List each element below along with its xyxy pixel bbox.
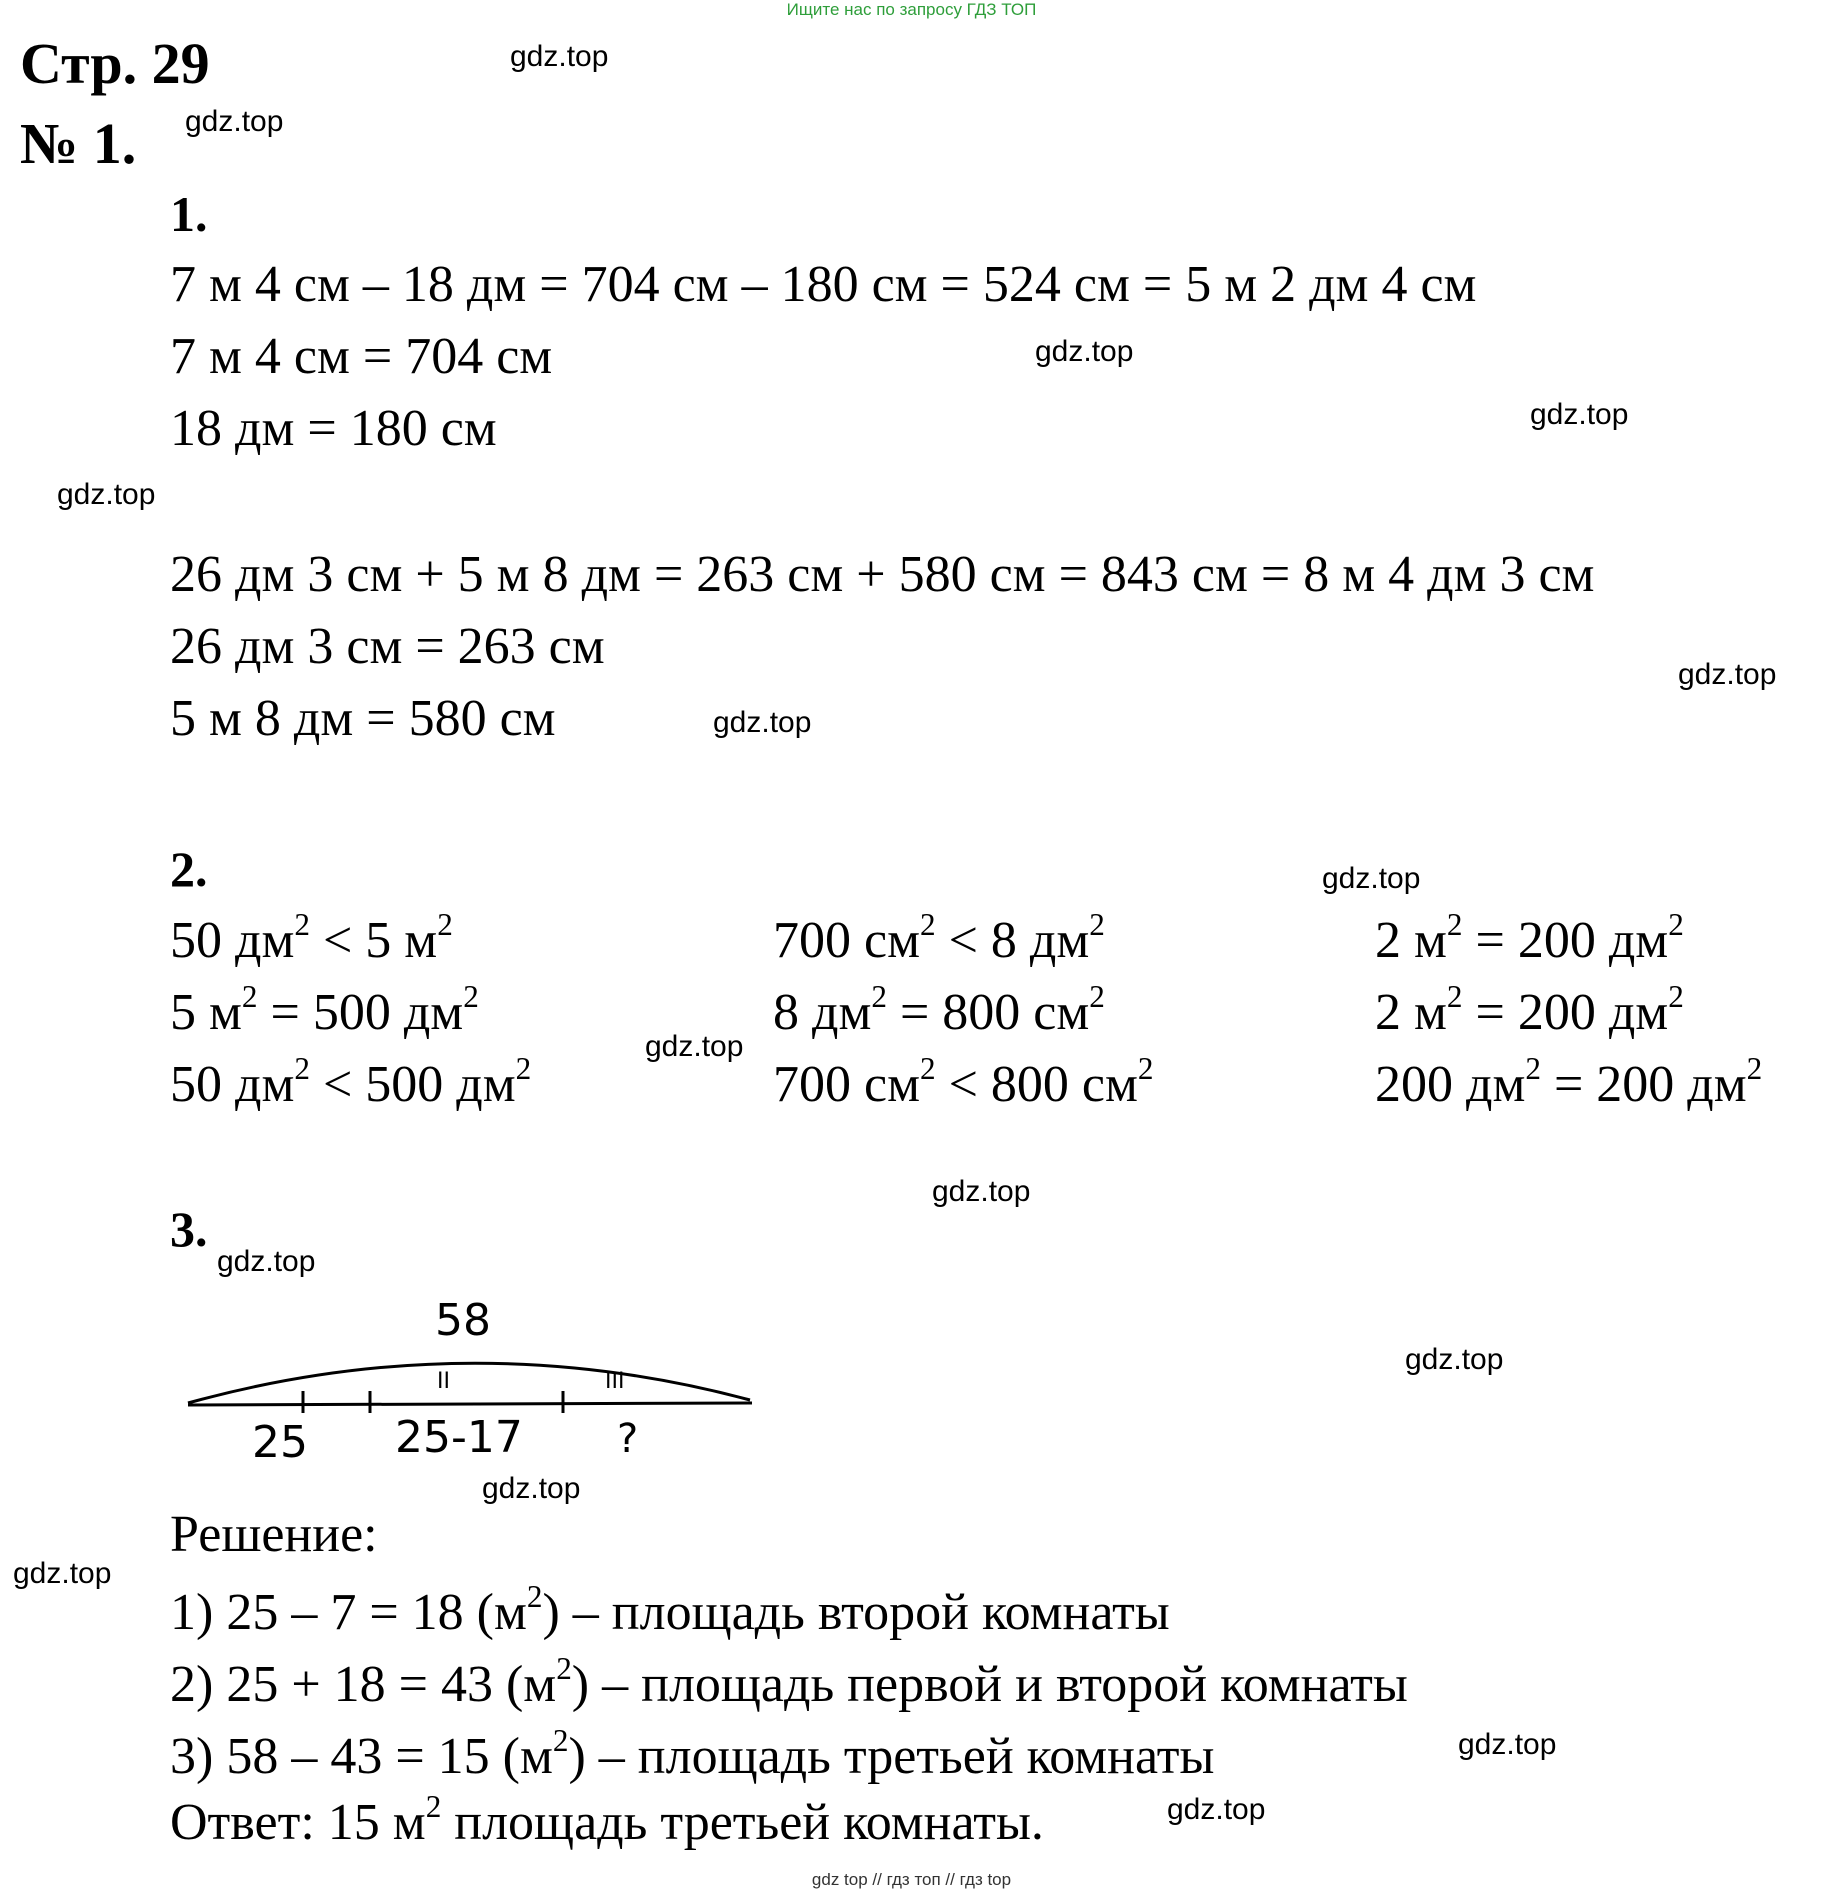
text-run: площадь третьей комнаты. — [441, 1794, 1044, 1851]
comparison-line — [1375, 977, 1762, 1049]
watermark: gdz.top — [713, 706, 812, 739]
exponent: 2 — [1089, 979, 1105, 1015]
comparison-line — [773, 1049, 1154, 1121]
solution-steps — [170, 1577, 1408, 1793]
solution-title: Решение: — [170, 1506, 378, 1563]
watermark: gdz.top — [185, 105, 284, 138]
text-run: = 800 см — [886, 984, 1090, 1041]
equation-line: 7 м 4 см = 704 см — [170, 328, 553, 385]
task-number: № 1. — [20, 111, 137, 176]
text-run: 5 м — [170, 984, 242, 1041]
text-run: 50 дм — [170, 1056, 295, 1113]
solution-step — [170, 1577, 1408, 1649]
exponent: 2 — [1446, 979, 1463, 1015]
text-run: < 5 м — [309, 912, 438, 969]
exponent: 2 — [425, 1789, 442, 1825]
watermark: gdz.top — [1678, 658, 1777, 691]
solution-step — [170, 1649, 1408, 1721]
text-run: < 500 дм — [309, 1056, 516, 1113]
exponent: 2 — [920, 1051, 936, 1087]
text-run: 2 м — [1375, 912, 1447, 969]
equation-line: 18 дм = 180 см — [170, 400, 497, 457]
exponent: 2 — [556, 1651, 572, 1687]
comparison-line — [1375, 1049, 1762, 1121]
equation-line: 7 м 4 см – 18 дм = 704 см – 180 см = 524 см = 5 м 2 дм 4 см — [170, 256, 1477, 313]
watermark: gdz.top — [1530, 398, 1629, 431]
exponent: 2 — [526, 1579, 543, 1615]
text-run: 700 см — [773, 1056, 920, 1113]
part-1-label: 1. — [170, 186, 208, 242]
text-run: 700 см — [773, 912, 920, 969]
text-run: 200 дм — [1375, 1056, 1526, 1113]
exponent: 2 — [241, 979, 258, 1015]
exponent: 2 — [1446, 907, 1463, 943]
diagram-total-label: 58 — [435, 1295, 491, 1346]
exponent: 2 — [294, 907, 310, 943]
exponent: 2 — [515, 1051, 532, 1087]
diagram-seg3-label: ? — [617, 1416, 639, 1462]
diagram-mark-3: III — [605, 1369, 625, 1394]
comparison-column-3 — [1375, 905, 1762, 1121]
text-run: < 800 см — [935, 1056, 1138, 1113]
watermark: gdz.top — [510, 40, 609, 73]
text-run: 1) 25 – 7 = 18 (м — [170, 1584, 527, 1641]
text-run: = 200 дм — [1462, 912, 1669, 969]
text-run: = 200 дм — [1540, 1056, 1747, 1113]
exponent: 2 — [871, 979, 887, 1015]
exponent: 2 — [920, 907, 936, 943]
exponent: 2 — [463, 979, 479, 1015]
exponent: 2 — [1668, 979, 1684, 1015]
part-2-label: 2. — [170, 841, 208, 897]
exponent: 2 — [1137, 1051, 1154, 1087]
text-run: 8 дм — [773, 984, 872, 1041]
exponent: 2 — [552, 1723, 569, 1759]
watermark: gdz.top — [1458, 1728, 1557, 1761]
text-run: ) – площадь второй комнаты — [542, 1584, 1170, 1641]
text-run: = 200 дм — [1462, 984, 1669, 1041]
top-banner: Ищите нас по запросу ГДЗ ТОП — [786, 0, 1037, 19]
answer-line — [170, 1789, 1044, 1852]
watermark: gdz.top — [482, 1472, 581, 1505]
comparison-line — [1375, 905, 1762, 977]
watermark: gdz.top — [1167, 1793, 1266, 1826]
text-run: ) – площадь первой и второй комнаты — [571, 1656, 1408, 1713]
text-run: ) – площадь третьей комнаты — [568, 1728, 1215, 1785]
watermark: gdz.top — [57, 478, 156, 511]
diagram-mark-2: II — [437, 1369, 450, 1394]
comparison-line — [773, 977, 1154, 1049]
footer-watermark: gdz top // гдз топ // гдз top — [811, 1870, 1012, 1889]
exponent: 2 — [1525, 1051, 1541, 1087]
comparison-column-2 — [773, 905, 1154, 1121]
text-run: Ответ: 15 м — [170, 1794, 426, 1851]
text-run: = 500 дм — [257, 984, 464, 1041]
watermark: gdz.top — [217, 1245, 316, 1278]
exponent: 2 — [1668, 907, 1684, 943]
watermark: gdz.top — [645, 1030, 744, 1063]
comparison-line — [170, 905, 531, 977]
text-run: 2 м — [1375, 984, 1447, 1041]
comparison-line — [170, 977, 531, 1049]
watermark: gdz.top — [1322, 862, 1421, 895]
watermark: gdz.top — [1035, 335, 1134, 368]
text-run: 2) 25 + 18 = 43 (м — [170, 1656, 557, 1713]
equation-line: 26 дм 3 см + 5 м 8 дм = 263 см + 580 см = 843 см = 8 м 4 дм 3 см — [170, 546, 1595, 603]
exponent: 2 — [1746, 1051, 1763, 1087]
comparison-column-1 — [170, 905, 531, 1121]
comparison-line — [170, 1049, 531, 1121]
exponent: 2 — [1089, 907, 1105, 943]
total-arc — [188, 1363, 750, 1403]
base-segment — [188, 1403, 752, 1405]
equation-line: 26 дм 3 см = 263 см — [170, 618, 605, 675]
exponent: 2 — [294, 1051, 310, 1087]
page-title: Стр. 29 — [20, 31, 210, 96]
watermark: gdz.top — [932, 1175, 1031, 1208]
equation-line: 5 м 8 дм = 580 см — [170, 690, 556, 747]
diagram-seg2-label: 25-17 — [395, 1412, 523, 1463]
watermark: gdz.top — [13, 1557, 112, 1590]
text-run: 3) 58 – 43 = 15 (м — [170, 1728, 553, 1785]
segment-diagram — [180, 1285, 760, 1465]
diagram-seg1-label: 25 — [252, 1417, 308, 1465]
exponent: 2 — [437, 907, 453, 943]
text-run: < 8 дм — [935, 912, 1090, 969]
comparison-line — [773, 905, 1154, 977]
watermark: gdz.top — [1405, 1343, 1504, 1376]
solution-step — [170, 1721, 1408, 1793]
answer-text — [170, 1789, 1044, 1852]
text-run: 50 дм — [170, 912, 295, 969]
part-3-label: 3. — [170, 1201, 208, 1257]
